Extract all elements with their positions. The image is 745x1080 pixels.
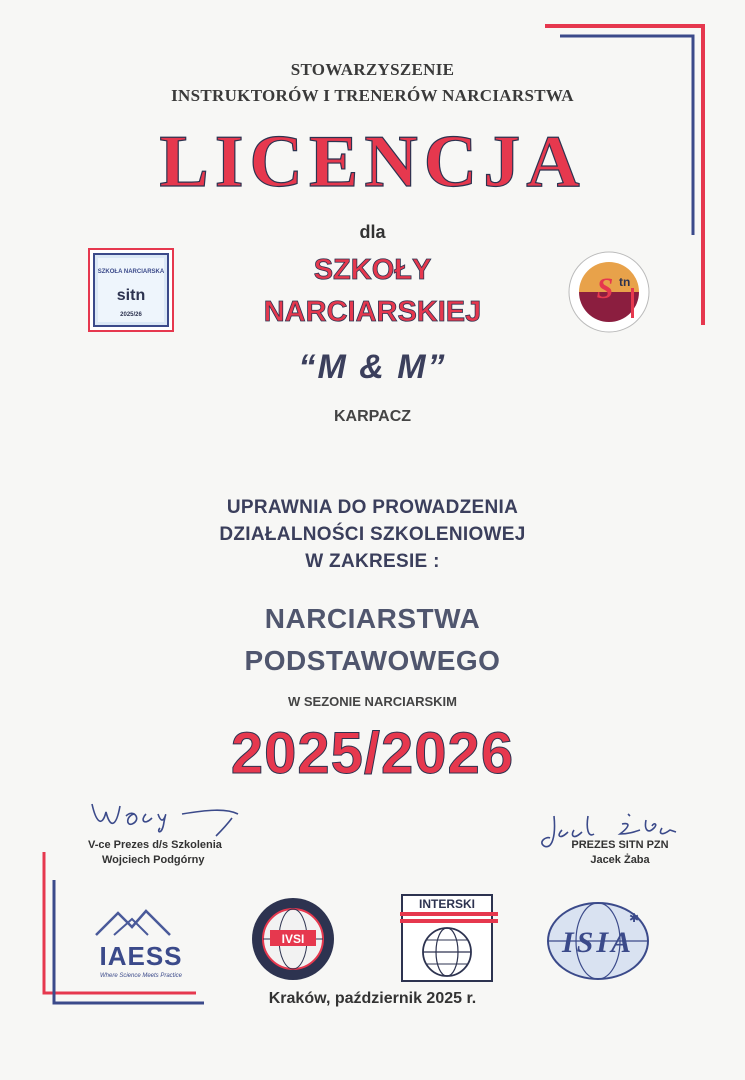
school-type-line1: SZKOŁY [313, 254, 432, 286]
right-signatory-name: Jacek Żaba [590, 854, 650, 866]
iaess-logo [86, 905, 196, 983]
interski-wordmark: INTERSKI [418, 897, 476, 911]
school-city: KARPACZ [333, 408, 412, 425]
isia-logo [545, 900, 651, 982]
badge-year: 2025/26 [120, 312, 142, 318]
ivsi-wordmark: IVSI [281, 932, 305, 946]
season-label: W SEZONIE NARCIARSKIM [288, 694, 457, 709]
rights-line3: W ZAKRESIE : [305, 551, 440, 572]
interski-logo [398, 893, 498, 983]
iaess-tagline: Where Science Meets Practice [99, 973, 183, 979]
place-and-date: Kraków, październik 2025 r. [268, 990, 477, 1007]
for-word: dla [359, 222, 386, 242]
isia-wordmark: ISIA [561, 926, 635, 959]
left-signatory-title: V-ce Prezes d/s Szkolenia [88, 839, 222, 851]
document-title: LICENCJA [159, 121, 586, 203]
left-handwritten-signature [86, 792, 246, 842]
svg-text:S: S [596, 272, 614, 305]
left-signatory-name: Wojciech Podgórny [102, 854, 205, 866]
badge-mark: sitn [116, 287, 146, 304]
discipline-line1: NARCIARSTWA [264, 603, 481, 634]
association-name-line2: INSTRUKTORÓW I TRENERÓW NARCIARSTWA [171, 86, 574, 105]
badge-label: SZKOŁA NARCIARSKA [97, 269, 165, 275]
ski-school-badge [88, 248, 174, 332]
svg-text:tn: tn [619, 275, 631, 289]
rights-line1: UPRAWNIA DO PROWADZENIA [226, 497, 519, 518]
left-signatory [88, 838, 222, 868]
ivsi-logo [250, 896, 336, 982]
school-name: “M & M” [298, 348, 447, 386]
rights-line2: DZIAŁALNOŚCI SZKOLENIOWEJ [219, 524, 526, 545]
right-signatory [560, 838, 680, 868]
svg-text:✱: ✱ [629, 911, 640, 925]
right-signatory-title: PREZES SITN PZN [571, 839, 669, 851]
school-type-line2: NARCIARSKIEJ [263, 296, 482, 328]
association-name-line1: STOWARZYSZENIE [290, 60, 455, 79]
sitn-logo [567, 250, 651, 334]
iaess-wordmark: IAESS [99, 941, 183, 971]
discipline-line2: PODSTAWOWEGO [244, 645, 501, 676]
season-years: 2025/2026 [230, 721, 515, 786]
